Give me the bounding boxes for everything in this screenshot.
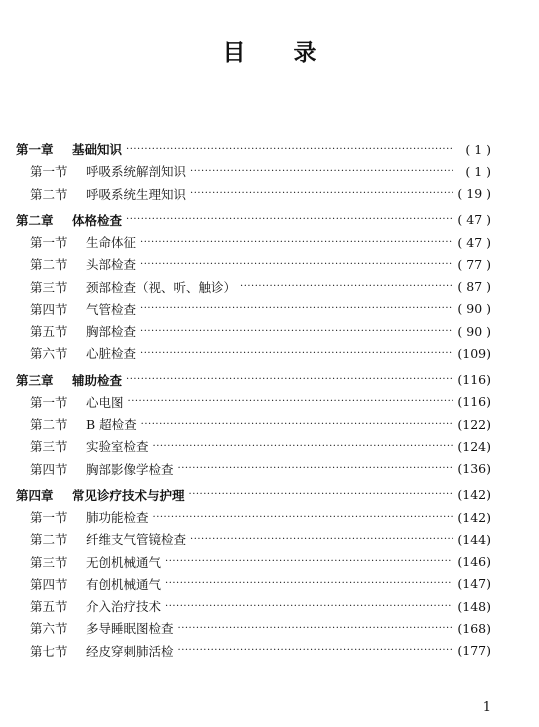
section-page: (148) <box>457 598 491 614</box>
toc-section-entry[interactable] <box>16 435 491 457</box>
toc-section-entry[interactable] <box>16 640 491 662</box>
section-page: (147) <box>457 576 491 592</box>
section-number: 第三节 <box>30 554 68 570</box>
section-number: 第四节 <box>30 301 68 317</box>
section-title: 实验室检查 <box>86 439 149 455</box>
leader-dots <box>178 645 453 656</box>
section-page: ( 90 ) <box>457 323 491 339</box>
section-title: 介入治疗技术 <box>86 599 162 615</box>
section-title: 颈部检查（视、听、触诊） <box>86 279 237 295</box>
chapter-number: 第一章 <box>16 142 54 158</box>
leader-dots <box>126 374 453 385</box>
leader-dots <box>190 188 453 199</box>
chapter-page: ( 47 ) <box>457 212 491 228</box>
chapter-number: 第三章 <box>16 372 54 388</box>
toc-section-entry[interactable] <box>16 298 491 320</box>
toc-chapter-entry[interactable] <box>16 138 491 160</box>
section-number: 第四节 <box>30 576 68 592</box>
toc-section-entry[interactable] <box>16 573 491 595</box>
leader-dots <box>140 348 453 359</box>
section-number: 第二节 <box>30 186 68 202</box>
page-number: 1 <box>482 700 491 715</box>
chapter-title: 常见诊疗技术与护理 <box>72 487 185 503</box>
chapter-title: 体格检查 <box>72 212 123 228</box>
table-of-contents <box>16 138 491 662</box>
section-number: 第六节 <box>30 621 68 637</box>
toc-section-entry[interactable] <box>16 391 491 413</box>
section-title: 生命体征 <box>86 235 137 251</box>
leader-dots <box>165 578 453 589</box>
toc-section-entry[interactable] <box>16 595 491 617</box>
section-title: 多导睡眠图检查 <box>86 621 174 637</box>
leader-dots <box>178 623 453 634</box>
toc-section-entry[interactable] <box>16 413 491 435</box>
toc-section-entry[interactable] <box>16 506 491 528</box>
leader-dots <box>153 512 453 523</box>
section-page: ( 47 ) <box>457 234 491 250</box>
toc-section-entry[interactable] <box>16 528 491 550</box>
leader-dots <box>126 144 453 155</box>
toc-section-entry[interactable] <box>16 160 491 182</box>
section-number: 第三节 <box>30 279 68 295</box>
section-page: (116) <box>457 394 491 410</box>
leader-dots <box>140 303 453 314</box>
chapter-number: 第四章 <box>16 487 54 503</box>
section-number: 第五节 <box>30 599 68 615</box>
toc-section-entry[interactable] <box>16 551 491 573</box>
leader-dots <box>140 237 453 248</box>
section-page: (109) <box>457 345 491 361</box>
section-number: 第二节 <box>30 417 68 433</box>
section-title: 经皮穿刺肺活检 <box>86 643 174 659</box>
section-page: (146) <box>457 554 491 570</box>
section-title: 气管检查 <box>86 301 137 317</box>
leader-dots <box>126 214 453 225</box>
toc-section-entry[interactable] <box>16 231 491 253</box>
toc-section-entry[interactable] <box>16 342 491 364</box>
section-title: 纤维支气管镜检查 <box>86 532 187 548</box>
section-title: 肺功能检查 <box>86 510 149 526</box>
leader-dots <box>190 534 453 545</box>
section-number: 第二节 <box>30 532 68 548</box>
section-number: 第一节 <box>30 394 68 410</box>
section-title: 呼吸系统生理知识 <box>86 186 187 202</box>
section-page: (122) <box>457 416 491 432</box>
section-title: 心电图 <box>86 394 124 410</box>
section-number: 第三节 <box>30 439 68 455</box>
page-title: 目 录 <box>222 39 337 66</box>
toc-section-entry[interactable] <box>16 183 491 205</box>
leader-dots <box>189 489 453 500</box>
chapter-number: 第二章 <box>16 212 54 228</box>
section-title: 呼吸系统解剖知识 <box>86 164 187 180</box>
chapter-page: ( 1 ) <box>465 141 491 157</box>
leader-dots <box>128 396 453 407</box>
section-page: ( 87 ) <box>457 279 491 295</box>
section-page: (136) <box>457 461 491 477</box>
toc-section-entry[interactable] <box>16 276 491 298</box>
section-page: ( 90 ) <box>457 301 491 317</box>
section-page: ( 1 ) <box>465 163 491 179</box>
section-page: ( 77 ) <box>457 256 491 272</box>
leader-dots <box>153 441 453 452</box>
toc-section-entry[interactable] <box>16 617 491 639</box>
section-number: 第一节 <box>30 510 68 526</box>
section-number: 第七节 <box>30 643 68 659</box>
section-title: 胸部检查 <box>86 324 137 340</box>
section-title: 头部检查 <box>86 257 137 273</box>
section-title: B 超检查 <box>86 417 137 433</box>
section-number: 第二节 <box>30 257 68 273</box>
toc-section-entry[interactable] <box>16 458 491 480</box>
chapter-title: 基础知识 <box>72 142 123 158</box>
chapter-page: (142) <box>457 487 491 503</box>
leader-dots <box>190 166 453 177</box>
section-title: 胸部影像学检查 <box>86 461 174 477</box>
section-number: 第一节 <box>30 164 68 180</box>
section-title: 无创机械通气 <box>86 554 162 570</box>
toc-section-entry[interactable] <box>16 320 491 342</box>
section-page: (177) <box>457 643 491 659</box>
leader-dots <box>178 463 453 474</box>
toc-chapter-entry[interactable] <box>16 484 491 506</box>
section-number: 第六节 <box>30 346 68 362</box>
leader-dots <box>165 601 453 612</box>
section-page: (168) <box>457 620 491 636</box>
leader-dots <box>165 556 453 567</box>
section-number: 第一节 <box>30 235 68 251</box>
section-title: 有创机械通气 <box>86 576 162 592</box>
toc-chapter-entry[interactable] <box>16 369 491 391</box>
section-page: ( 19 ) <box>457 186 491 202</box>
leader-dots <box>140 326 453 337</box>
chapter-page: (116) <box>457 372 491 388</box>
section-page: (142) <box>457 509 491 525</box>
section-number: 第四节 <box>30 461 68 477</box>
leader-dots <box>140 259 453 270</box>
toc-section-entry[interactable] <box>16 253 491 275</box>
toc-chapter-entry[interactable] <box>16 209 491 231</box>
section-page: (144) <box>457 531 491 547</box>
leader-dots <box>240 281 453 292</box>
chapter-title: 辅助检查 <box>72 372 123 388</box>
leader-dots <box>141 419 453 430</box>
section-page: (124) <box>457 438 491 454</box>
section-title: 心脏检查 <box>86 346 137 362</box>
section-number: 第五节 <box>30 324 68 340</box>
